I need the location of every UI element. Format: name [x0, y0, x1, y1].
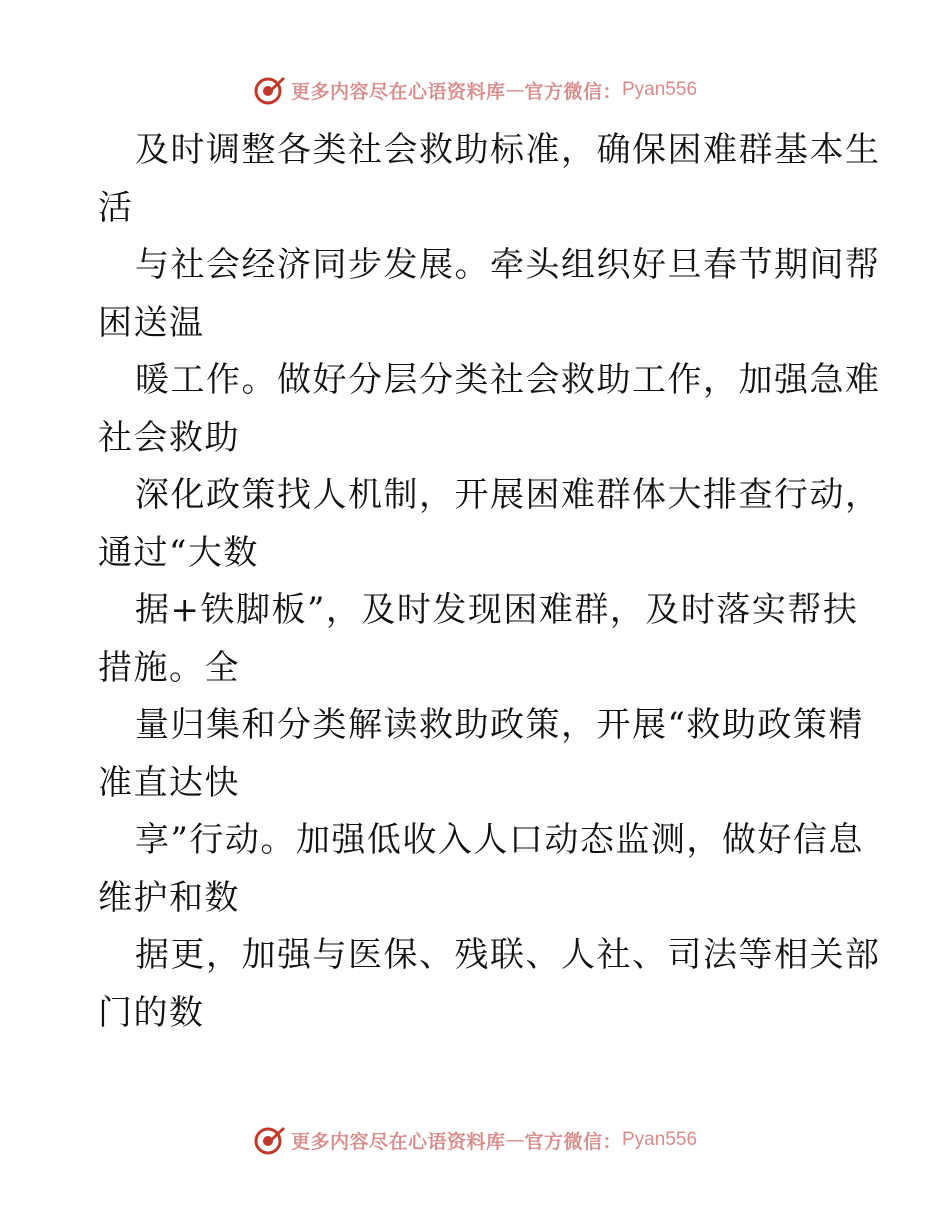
body-line: 困送温 [98, 302, 205, 343]
body-line: 享”行动。加强低收入人口动态监测，做好信息 [135, 820, 864, 860]
body-line: 社会救助 [98, 417, 240, 458]
watermark-wechat-id: Pyan556 [622, 1129, 698, 1150]
body-line: 活 [98, 187, 134, 228]
body-line: 准直达快 [98, 762, 240, 803]
pen-logo-icon [253, 73, 287, 107]
footer-watermark [0, 1120, 950, 1160]
pen-logo-icon [253, 1123, 287, 1157]
body-line: 深化政策找人机制，开展困难群体大排查行动， [135, 475, 881, 515]
body-line: 通过“大数 [98, 532, 259, 573]
watermark-wechat-id: Pyan556 [622, 79, 698, 100]
document-body [98, 122, 881, 1042]
watermark-separator: — [505, 1129, 525, 1151]
watermark-text: 更多内容尽在心语资料库 [290, 1130, 506, 1153]
body-line: 据更，加强与医保、残联、人社、司法等相关部 [135, 935, 881, 975]
watermark-wechat-label: 官方微信： [524, 1130, 622, 1153]
header-watermark [0, 70, 950, 110]
body-line: 及时调整各类社会救助标准，确保困难群基本生 [135, 130, 881, 170]
body-line: 门的数 [98, 992, 205, 1033]
body-line: 措施。全 [98, 647, 240, 688]
watermark-text: 更多内容尽在心语资料库 [290, 80, 506, 103]
body-line: 维护和数 [98, 877, 240, 918]
body-line: 量归集和分类解读救助政策，开展“救助政策精 [135, 705, 864, 745]
body-line: 与社会经济同步发展。牵头组织好旦春节期间帮 [135, 245, 881, 285]
body-line: 暖工作。做好分层分类社会救助工作，加强急难 [135, 360, 881, 400]
watermark-separator: — [505, 79, 525, 101]
body-line: 据+铁脚板”，及时发现困难群，及时落实帮扶 [135, 590, 859, 630]
watermark-wechat-label: 官方微信： [524, 80, 622, 103]
